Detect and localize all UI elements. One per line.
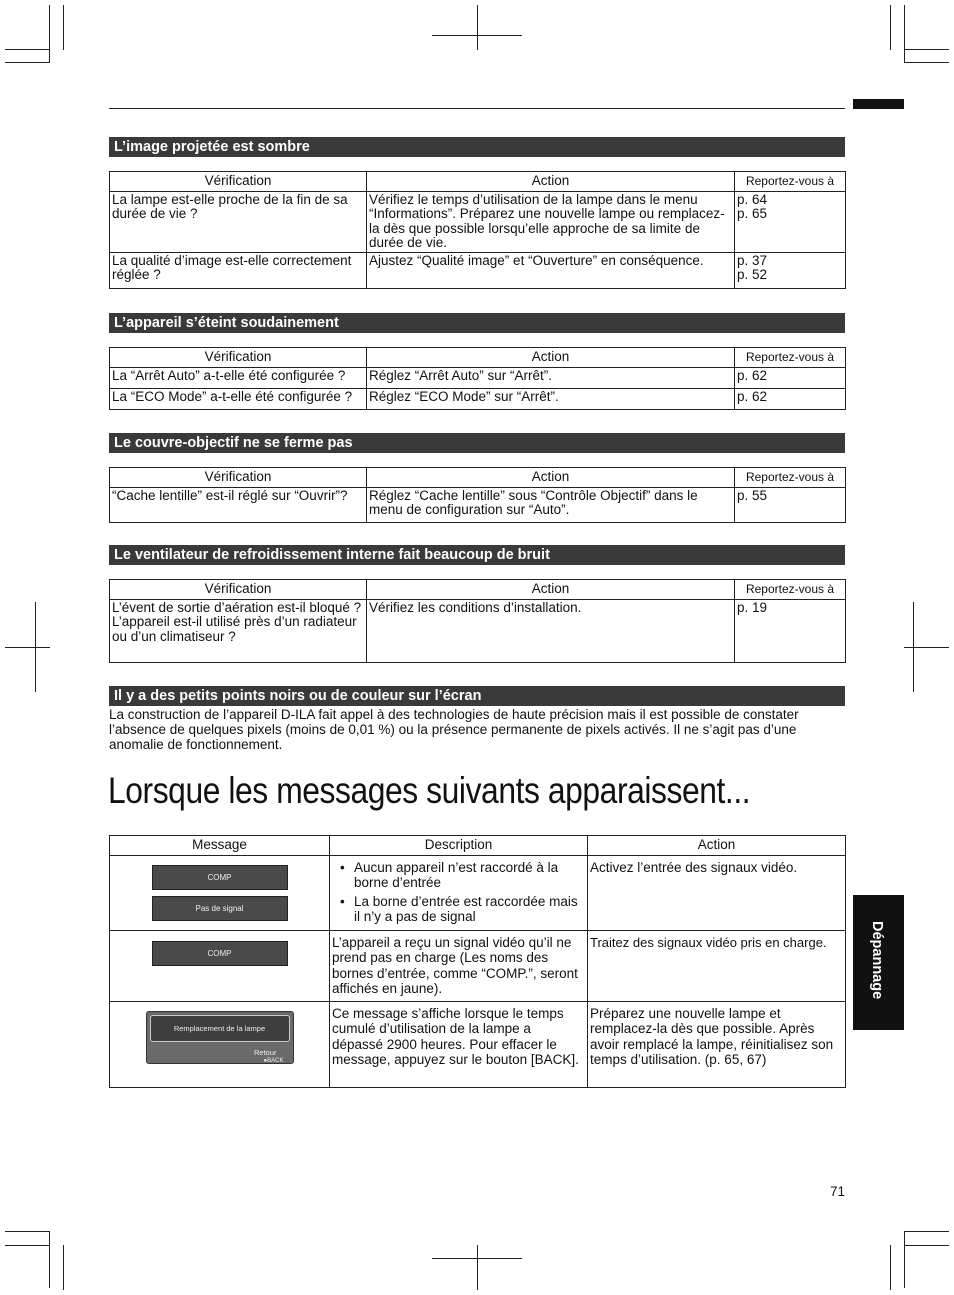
- osd-comp-label: COMP: [152, 865, 288, 890]
- ref-cell: p. 62: [735, 367, 846, 388]
- crop-mark: [35, 602, 36, 692]
- col-header-action: Action: [367, 580, 735, 600]
- col-header-refer: Reportez-vous à: [735, 580, 846, 600]
- osd-lamp-replacement: [146, 1011, 294, 1064]
- table-row: [110, 930, 846, 1001]
- table-row: [110, 388, 846, 409]
- action-cell: Vérifiez les conditions d’installation.: [367, 599, 735, 662]
- page-number: 71: [829, 1184, 845, 1199]
- message-cell: [110, 1001, 330, 1087]
- table-row: [110, 1001, 846, 1087]
- section-title: Le couvre-objectif ne se ferme pas: [109, 433, 845, 453]
- section-title: Le ventilateur de refroidissement interne fait beaucoup de bruit: [109, 545, 845, 565]
- crop-mark: [904, 1245, 949, 1246]
- ref-cell: [735, 252, 846, 288]
- crop-mark: [477, 1245, 478, 1290]
- crop-mark: [63, 1245, 64, 1290]
- section-fan-noise: [109, 545, 845, 663]
- action-cell: [588, 855, 846, 930]
- header-tab-marker: [853, 99, 904, 109]
- list-item: • La borne d’entrée est raccordée mais il n’y a pas de signal: [332, 894, 585, 925]
- crop-mark: [904, 1231, 905, 1288]
- description-cell: Ce message s’affiche lorsque le temps cumulé d’utilisation de la lampe a dépassé 2900 heures. Pour effacer le message, appuyez sur le bouton [BACK].: [330, 1001, 588, 1087]
- osd-lamp-text: Remplacement de la lampe: [150, 1015, 290, 1042]
- list-item: • Aucun appareil n’est raccordé à la borne d’entrée: [332, 860, 585, 891]
- col-header-verification: Vérification: [110, 172, 367, 192]
- check-table: [109, 347, 846, 410]
- table-row: [110, 855, 846, 930]
- col-header-verification: Vérification: [110, 580, 367, 600]
- osd-comp-label: COMP: [152, 941, 288, 966]
- side-tab-label: Dépannage: [869, 921, 885, 1000]
- check-cell: “Cache lentille” est-il réglé sur “Ouvrir”?: [110, 487, 367, 522]
- section-title: L’image projetée est sombre: [109, 137, 845, 157]
- check-cell: La “Arrêt Auto” a-t-elle été configurée ?: [110, 367, 367, 388]
- crop-mark: [5, 1231, 50, 1232]
- page-ref: p. 37: [737, 252, 768, 268]
- crop-mark: [49, 1231, 50, 1288]
- ref-cell: [735, 191, 846, 252]
- action-cell: Traitez des signaux vidéo pris en charge.: [588, 930, 846, 1001]
- section-dark-image: [109, 137, 845, 289]
- check-table: [109, 171, 846, 289]
- crop-mark: [890, 1245, 891, 1290]
- crop-mark: [5, 647, 50, 648]
- col-header-message: Message: [110, 836, 330, 856]
- col-header-verification: Vérification: [110, 468, 367, 488]
- crop-mark: [890, 5, 891, 50]
- pixels-explanation: La construction de l’appareil D-ILA fait appel à des technologies de haute précision mais il est possible de constater l’absence de quelques pixels (moins de 0,01 %) ou la présence permanente de pixels activés. Il ne s’agit pas d’une anomalie de fonctionnement.: [109, 707, 799, 752]
- col-header-refer: Reportez-vous à: [735, 172, 846, 192]
- page-ref: p. 65: [737, 206, 768, 221]
- table-row: [110, 191, 846, 252]
- col-header-action: Action: [367, 348, 735, 368]
- table-row: [110, 252, 846, 288]
- section-lens-cover: [109, 433, 845, 523]
- col-header-refer: Reportez-vous à: [735, 348, 846, 368]
- crop-mark: [63, 5, 64, 50]
- description-cell: L’appareil a reçu un signal vidéo qu’il ne prend pas en charge (Les noms des bornes d’entrée, comme “COMP.”, seront affichés en jaune).: [330, 930, 588, 1001]
- col-header-action: Action: [367, 172, 735, 192]
- col-header-refer: Reportez-vous à: [735, 468, 846, 488]
- table-row: [110, 367, 846, 388]
- action-cell: Réglez “ECO Mode” sur “Arrêt”.: [367, 388, 735, 409]
- osd-no-signal-label: Pas de signal: [152, 896, 288, 921]
- col-header-description: Description: [330, 836, 588, 856]
- message-cell: [110, 855, 330, 930]
- crop-mark: [49, 5, 50, 62]
- page-title: Lorsque les messages suivants apparaissent...: [108, 770, 751, 811]
- crop-mark: [904, 1231, 949, 1232]
- message-cell: [110, 930, 330, 1001]
- crop-mark: [5, 49, 50, 50]
- check-cell: L’évent de sortie d’aération est-il bloqué ? L’appareil est-il utilisé près d’un radiateur ou d’un climatiseur ?: [110, 599, 367, 662]
- crop-mark: [477, 5, 478, 50]
- section-title: Il y a des petits points noirs ou de couleur sur l’écran: [109, 686, 845, 706]
- side-tab: [853, 895, 904, 1030]
- check-table: [109, 467, 846, 523]
- col-header-action: Action: [367, 468, 735, 488]
- check-cell: La qualité d’image est-elle correctement réglée ?: [110, 252, 367, 288]
- messages-table: [109, 835, 846, 1088]
- page-ref: p. 64: [737, 191, 768, 207]
- action-cell: Réglez “Cache lentille” sous “Contrôle Objectif” dans le menu de configuration sur “Auto”.: [367, 487, 735, 522]
- osd-return-label: Retour: [253, 1047, 277, 1057]
- col-header-action: Action: [588, 836, 846, 856]
- col-header-verification: Vérification: [110, 348, 367, 368]
- action-cell: Réglez “Arrêt Auto” sur “Arrêt”.: [367, 367, 735, 388]
- section-pixels: [109, 686, 845, 706]
- crop-mark: [913, 602, 914, 692]
- section-title: L’appareil s’éteint soudainement: [109, 313, 845, 333]
- check-table: [109, 579, 846, 663]
- ref-cell: p. 62: [735, 388, 846, 409]
- section-sudden-shutdown: [109, 313, 845, 410]
- table-row: [110, 487, 846, 522]
- crop-mark: [904, 49, 949, 50]
- crop-mark: [904, 647, 949, 648]
- ref-cell: p. 55: [735, 487, 846, 522]
- crop-mark: [904, 62, 949, 63]
- crop-mark: [5, 1245, 50, 1246]
- description-cell: [330, 855, 588, 930]
- check-cell: La “ECO Mode” a-t-elle été configurée ?: [110, 388, 367, 409]
- osd-back-label: ●BACK: [263, 1057, 284, 1064]
- action-cell: Préparez une nouvelle lampe et remplacez-la dès que possible. Après avoir remplacé la lampe, réinitialisez son temps d’utilisation. (p. 65, 67): [588, 1001, 846, 1087]
- crop-mark: [904, 5, 905, 62]
- crop-mark: [5, 62, 50, 63]
- action-text: Activez l’entrée des signaux vidéo.: [590, 859, 798, 875]
- action-cell: Ajustez “Qualité image” et “Ouverture” en conséquence.: [367, 252, 735, 288]
- table-row: [110, 599, 846, 662]
- ref-cell: p. 19: [735, 599, 846, 662]
- page-ref: p. 52: [737, 267, 768, 282]
- check-cell: La lampe est-elle proche de la fin de sa durée de vie ?: [110, 191, 367, 252]
- action-cell: Vérifiez le temps d’utilisation de la lampe dans le menu “Informations”. Préparez une nouvelle lampe ou remplacez-la dès que possible lorsqu’elle approche de sa limite de durée de vie.: [367, 191, 735, 252]
- header-rule: [109, 108, 845, 109]
